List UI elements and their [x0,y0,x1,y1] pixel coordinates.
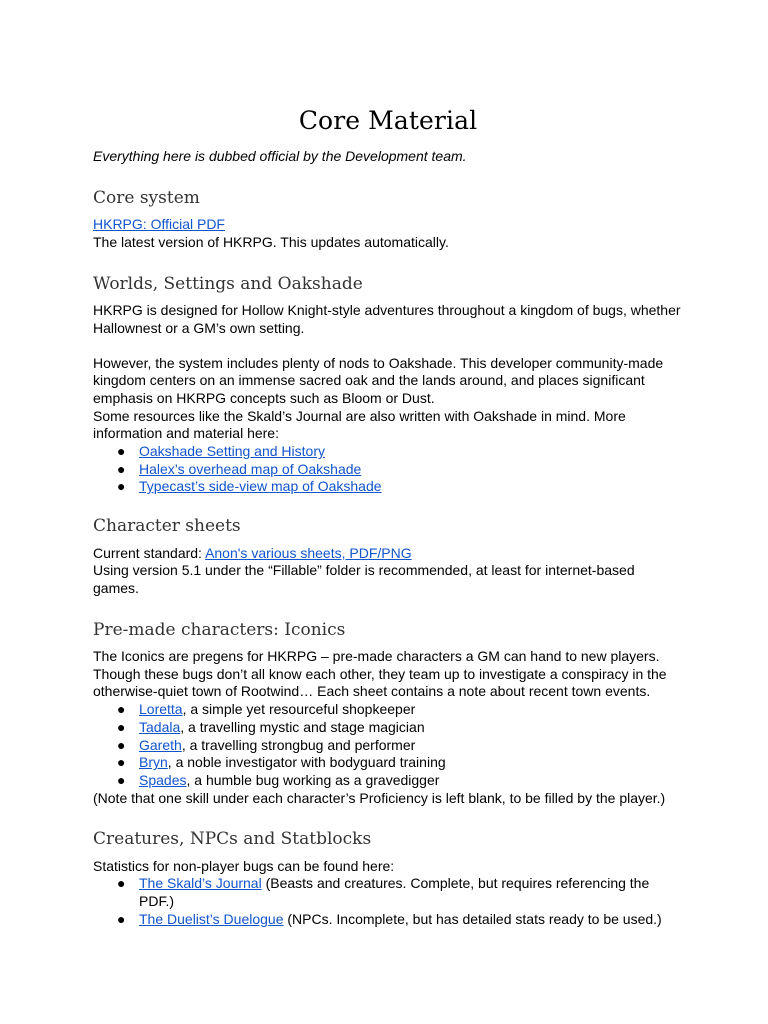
sheets-label: Current standard: [93,544,206,561]
section-heading-iconics: Pre-made characters: Iconics [93,619,346,640]
iconics-note: (Note that one skill under each character’s Proficiency is left blank, to be filled by the player.) [93,789,666,806]
oakshade-links-list [93,443,683,496]
worlds-para-1: HKRPG is designed for Hollow Knight-style adventures throughout a kingdom of bugs, whether Hallownest or a GM’s own setting. [93,302,681,336]
creature-desc: (Beasts and creatures. Complete, but requires referencing the PDF.) [139,875,650,910]
bullet: ● [117,478,126,495]
bullet: ● [117,754,126,771]
list-item [93,461,683,479]
list-item [93,754,683,772]
list-item [93,443,683,461]
sheets-standard-line [93,545,683,563]
iconic-desc: , a simple yet resourceful shopkeeper [182,701,416,718]
subtitle: Everything here is dubbed official by the Development team. [93,148,467,165]
list-item [93,772,683,790]
bullet: ● [117,443,126,460]
iconic-desc: , a travelling mystic and stage magician [180,718,425,735]
duelists-duelogue-link[interactable]: The Duelist’s Duelogue [139,910,284,927]
spades-link[interactable]: Spades [139,771,187,788]
section-heading-creatures: Creatures, NPCs and Statblocks [93,829,372,850]
section-heading-core: Core system [93,187,200,208]
bullet: ● [117,910,126,927]
bullet: ● [117,460,126,477]
page-title: Core Material [298,106,478,135]
list-item [93,719,683,737]
core-pdf-line [93,216,683,234]
iconic-desc: , a humble bug working as a gravedigger [186,771,440,788]
section-heading-worlds: Worlds, Settings and Oakshade [93,273,363,294]
creatures-intro: Statistics for non-player bugs can be found here: [93,857,395,874]
creature-desc: (NPCs. Incomplete, but has detailed stats ready to be used.) [283,910,662,927]
bryn-link[interactable]: Bryn [139,754,168,771]
typecast-map-link[interactable]: Typecast’s side-view map of Oakshade [139,478,382,495]
list-item [93,911,683,929]
iconic-desc: , a travelling strongbug and performer [181,736,416,753]
iconics-list [93,701,683,790]
list-item [93,875,683,910]
worlds-para-3: Some resources like the Skald’s Journal are also written with Oakshade in mind. More information and material here: [93,407,626,442]
bullet: ● [117,875,126,892]
worlds-para-2: However, the system includes plenty of nods to Oakshade. This developer community-made kingdom centers on an immense sacred oak and the lands around, and places significant emphasis on HKRPG concepts such as Bloom or Dust. [93,354,664,406]
gareth-link[interactable]: Gareth [139,736,182,753]
iconic-desc: , a noble investigator with bodyguard training [167,754,446,771]
core-pdf-link[interactable]: HKRPG: Official PDF [93,216,225,233]
bullet: ● [117,771,126,788]
skalds-journal-link[interactable]: The Skald’s Journal [139,875,262,892]
bullet: ● [117,701,126,718]
section-heading-sheets: Character sheets [93,516,241,537]
creatures-list [93,875,683,928]
bullet: ● [117,718,126,735]
sheets-text: Using version 5.1 under the “Fillable” folder is recommended, at least for internet-based games. [93,562,635,596]
list-item [93,737,683,755]
list-item [93,478,683,496]
bullet: ● [117,736,126,753]
list-item [93,701,683,719]
tadala-link[interactable]: Tadala [139,718,181,735]
halex-map-link[interactable]: Halex’s overhead map of Oakshade [139,460,362,477]
loretta-link[interactable]: Loretta [139,701,183,718]
oakshade-history-link[interactable]: Oakshade Setting and History [139,443,325,460]
document-page [93,105,683,929]
anon-sheets-link[interactable]: Anon's various sheets, PDF/PNG [205,544,412,561]
core-text: The latest version of HKRPG. This updates automatically. [93,234,449,251]
iconics-intro: The Iconics are pregens for HKRPG – pre-made characters a GM can hand to new players. Though these bugs don’t all know each other, they team up to investigate a conspiracy in the otherwise-quiet town of Rootwind… Each sheet contains a note about recent town events. [93,648,667,700]
